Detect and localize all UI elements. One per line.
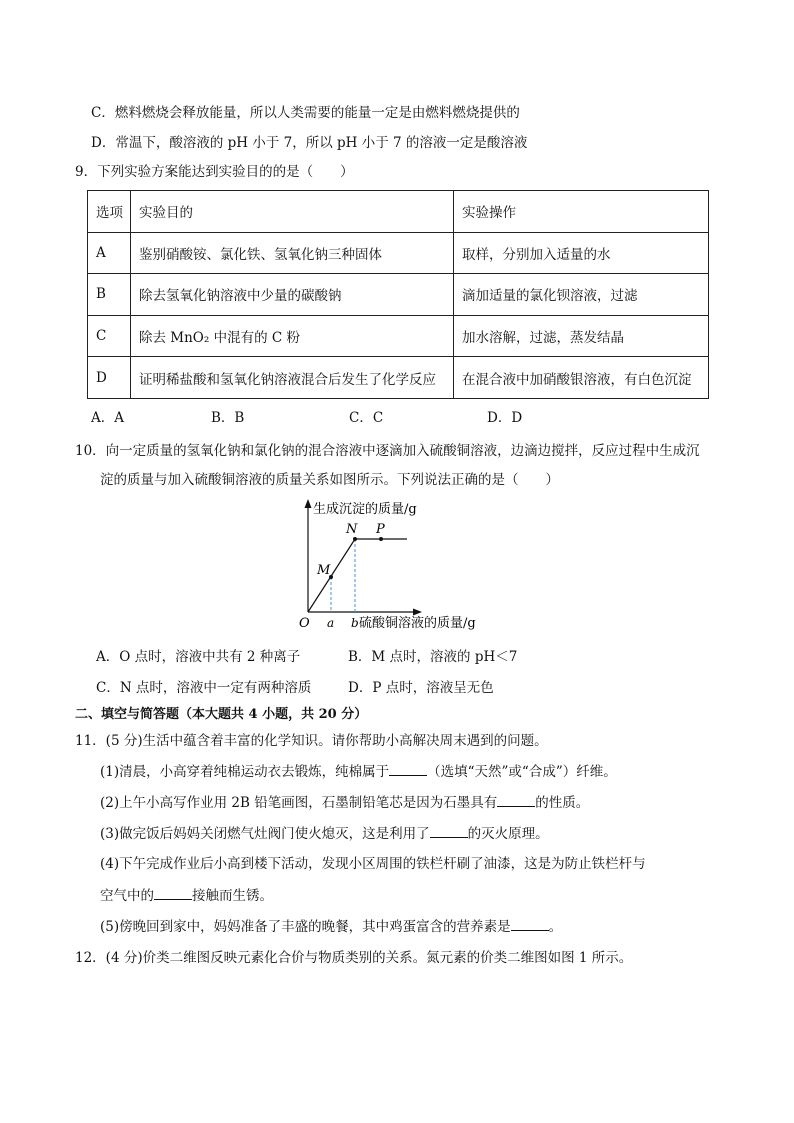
point-m-label: M	[317, 563, 331, 578]
table-cell: 在混合液中加硝酸银溶液，有白色沉淀	[454, 357, 709, 399]
q12-stem: 12．(4 分)价类二维图反映元素化合价与物质类别的关系。氮元素的价类二维图如图 1 所示。	[75, 950, 633, 966]
q11-part5	[100, 918, 562, 935]
table-row	[88, 232, 709, 274]
table-cell: 加水溶解，过滤，蒸发结晶	[454, 315, 709, 357]
x-axis-arrow	[413, 609, 422, 616]
q11-part4-line1: (4)下午完成作业后小高到楼下活动，发现小区周围的铁栏杆刷了油漆，这是为防止铁栏杆与	[100, 856, 646, 872]
table-cell: 除去 MnO₂ 中混有的 C 粉	[131, 315, 454, 357]
y-axis-label: 生成沉淀的质量/g	[313, 502, 417, 517]
q8-option-c: C．燃料燃烧会释放能量，所以人类需要的能量一定是由燃料燃烧提供的	[91, 105, 520, 121]
q9-choice-a: A．A	[91, 410, 124, 426]
table-cell: 除去氢氧化钠溶液中少量的碳酸钠	[131, 274, 454, 316]
q11-part4-text: 空气中的	[100, 888, 154, 904]
point-p-label: P	[376, 522, 385, 537]
q10-option-b: B．M 点时，溶液的 pH＜7	[348, 649, 518, 665]
q11-part5-tail: 。	[548, 919, 563, 935]
answer-blank[interactable]	[511, 918, 549, 931]
q10-option-c: C．N 点时，溶液中一定有两种溶质	[96, 680, 312, 696]
q9-stem: 9．下列实验方案能达到实验目的的是（ ）	[75, 164, 354, 180]
point-n	[353, 537, 357, 541]
table-row	[88, 357, 709, 399]
point-b-label: b	[351, 616, 359, 630]
header-cell: 实验操作	[454, 191, 709, 233]
q11-part2-tail: 的性质。	[535, 795, 590, 811]
point-a-label: a	[327, 616, 335, 630]
q11-part4-line2	[100, 887, 273, 904]
table-cell: 证明稀盐酸和氢氧化钠溶液混合后发生了化学反应	[131, 357, 454, 399]
q10-option-d: D．P 点时，溶液呈无色	[348, 680, 494, 696]
q11-part2-text: (2)上午小高写作业用 2B 铅笔画图，石墨制铅笔芯是因为石墨具有	[100, 795, 498, 811]
q11-stem: 11．(5 分)生活中蕴含着丰富的化学知识。请你帮助小高解决周末遇到的问题。	[75, 733, 548, 749]
precipitate-mass-graph	[295, 496, 515, 636]
q11-part2	[100, 794, 589, 811]
q10-option-a: A．O 点时，溶液中共有 2 种离子	[96, 649, 301, 665]
section-heading: 二、填空与简答题（本大题共 4 小题，共 20 分）	[75, 707, 368, 722]
q11-part4-tail: 接触而生锈。	[192, 888, 273, 904]
point-p	[379, 537, 383, 541]
q9-choice-d: D．D	[487, 410, 523, 426]
q10-stem-line1: 10．向一定质量的氢氧化钠和氯化钠的混合溶液中逐滴加入硫酸铜溶液，边滴边搅拌，反应过程中生成沉	[75, 443, 700, 459]
table-header-row	[88, 191, 709, 233]
point-n-label: N	[346, 522, 358, 537]
origin-label: O	[299, 616, 310, 631]
q10-stem-line2: 淀的质量与加入硫酸铜溶液的质量关系如图所示。下列说法正确的是（ ）	[100, 472, 559, 488]
table-cell: D	[88, 357, 131, 399]
q11-part3-text: (3)做完饭后妈妈关闭燃气灶阀门使火熄灭，这是利用了	[100, 826, 430, 842]
q11-part1-tail: （选填“天然”或“合成”）纤维。	[427, 764, 617, 780]
table-cell: 鉴别硝酸铵、氯化铁、氢氧化钠三种固体	[131, 232, 454, 274]
table-cell: A	[88, 232, 131, 274]
table-cell: B	[88, 274, 131, 316]
q9-choice-c: C．C	[349, 410, 384, 426]
answer-blank[interactable]	[154, 887, 192, 900]
answer-blank[interactable]	[430, 825, 468, 838]
q11-part1-text: (1)清晨，小高穿着纯棉运动衣去锻炼，纯棉属于	[100, 764, 390, 780]
header-cell: 选项	[88, 191, 131, 233]
answer-blank[interactable]	[497, 794, 535, 807]
y-axis-arrow	[305, 499, 312, 508]
q11-part3-tail: 的灭火原理。	[467, 826, 549, 842]
q9-options-table	[87, 190, 709, 399]
q9-choice-b: B．B	[211, 410, 245, 426]
answer-blank[interactable]	[389, 763, 427, 776]
x-axis-label: 硫酸铜溶液的质量/g	[359, 616, 476, 631]
table-cell: C	[88, 315, 131, 357]
table-row	[88, 274, 709, 316]
header-cell: 实验目的	[131, 191, 454, 233]
table-row	[88, 315, 709, 357]
q11-part5-text: (5)傍晚回到家中，妈妈准备了丰盛的晚餐，其中鸡蛋富含的营养素是	[100, 919, 511, 935]
table-cell: 取样，分别加入适量的水	[454, 232, 709, 274]
q11-part1	[100, 763, 617, 780]
q11-part3	[100, 825, 549, 842]
q8-option-d: D．常温下，酸溶液的 pH 小于 7，所以 pH 小于 7 的溶液一定是酸溶液	[91, 135, 528, 151]
table-cell: 滴加适量的氯化钡溶液，过滤	[454, 274, 709, 316]
